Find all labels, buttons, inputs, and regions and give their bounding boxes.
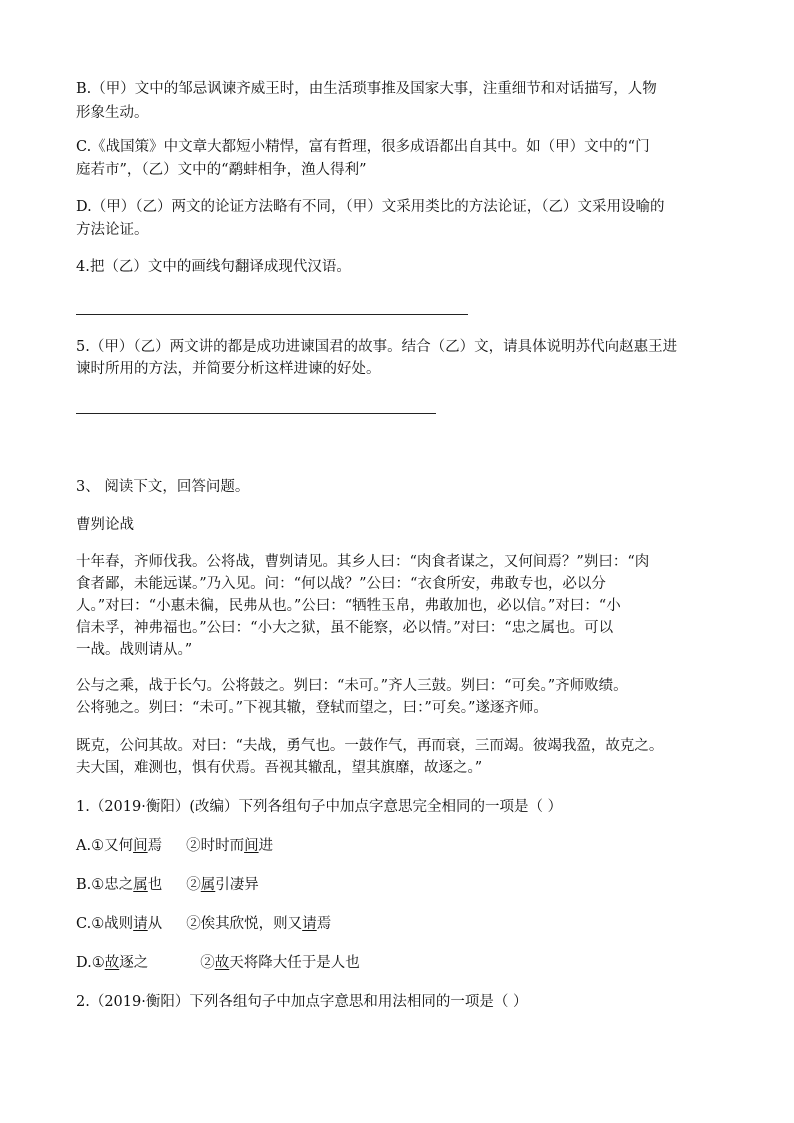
question-1-stem: 1.（2019·衡阳）(改编）下列各组句子中加点字意思完全相同的一项是（ ） bbox=[76, 799, 563, 815]
dotted-word: 属 bbox=[200, 877, 216, 893]
dotted-word: 故 bbox=[214, 955, 230, 971]
passage-para-3-line-2: 夫大国，难测也，惧有伏焉。吾视其辙乱，望其旗靡，故逐之。” bbox=[76, 760, 483, 776]
question-1-option-a[interactable]: A.①又何间焉 ②时时而间进 bbox=[76, 838, 274, 854]
question-2-stem: 2.（2019·衡阳）下列各组句子中加点字意思和用法相同的一项是（ ） bbox=[76, 994, 528, 1010]
dotted-word: 请 bbox=[133, 916, 148, 932]
dotted-word: 间 bbox=[244, 838, 259, 854]
option-c-line-1: C.《战国策》中文章大都短小精悍，富有哲理，很多成语都出自其中。如（甲）文中的“门 bbox=[76, 139, 650, 155]
option-label: D. bbox=[76, 955, 92, 971]
option-b-line-2: 形象生动。 bbox=[76, 105, 149, 121]
option-label: C. bbox=[76, 916, 92, 932]
question-1-option-d[interactable]: D.①故逐之 ②故天将降大任于是人也 bbox=[76, 955, 360, 971]
dotted-word: 间 bbox=[133, 838, 148, 854]
passage-para-2-line-1: 公与之乘，战于长勺。公将鼓之。刿曰：“未可。”齐人三鼓。刿曰：“可矣。”齐师败绩。 bbox=[76, 678, 628, 694]
question-1-option-c[interactable]: C.①战则请从 ②俟其欣悦，则又请焉 bbox=[76, 916, 332, 932]
option-d-line-2: 方法论证。 bbox=[76, 222, 149, 238]
option-label: B. bbox=[76, 877, 92, 893]
dotted-word: 故 bbox=[104, 955, 120, 971]
question-5-line-2: 谏时所用的方法，并简要分析这样进谏的好处。 bbox=[76, 361, 381, 377]
passage-para-3-line-1: 既克，公问其故。对曰：“夫战，勇气也。一鼓作气，再而衰，三而竭。彼竭我盈，故克之。 bbox=[76, 738, 664, 754]
option-label: A. bbox=[76, 838, 92, 854]
passage-para-1-line-3: 人。”对曰：“小惠未徧，民弗从也。”公曰：“牺牲玉帛，弗敢加也，必以信。”对曰：“小 bbox=[76, 598, 621, 614]
passage-title: 曹刿论战 bbox=[76, 517, 134, 533]
dotted-word: 属 bbox=[133, 877, 148, 893]
answer-line-q5[interactable] bbox=[76, 413, 436, 414]
passage-para-1-line-2: 食者鄙，未能远谋。”乃入见。问：“何以战？”公曰：“衣食所安，弗敢专也，必以分 bbox=[76, 576, 606, 592]
passage-para-1-line-1: 十年春，齐师伐我。公将战，曹刿请见。其乡人曰：“肉食者谋之，又何间焉？”刿曰：“肉 bbox=[76, 554, 650, 570]
answer-line-q4[interactable] bbox=[76, 314, 468, 315]
question-1-option-b[interactable]: B.①忠之属也 ②属引凄异 bbox=[76, 877, 259, 893]
option-c-line-2: 庭若市”，（乙）文中的“鹬蚌相争，渔人得利” bbox=[76, 162, 367, 178]
question-5-line-1: 5.（甲）（乙）两文讲的都是成功进谏国君的故事。结合（乙）文，请具体说明苏代向赵惠王进 bbox=[76, 339, 678, 355]
option-d-line-1: D.（甲）（乙）两文的论证方法略有不同，（甲）文采用类比的方法论证，（乙）文采用设喻的 bbox=[76, 199, 665, 215]
section-3-heading: 3、 阅读下文，回答问题。 bbox=[76, 479, 250, 495]
option-b-line-1: B.（甲）文中的邹忌讽谏齐威王时，由生活琐事推及国家大事，注重细节和对话描写，人物 bbox=[76, 81, 657, 97]
dotted-word: 请 bbox=[302, 916, 317, 932]
passage-para-1-line-5: 一战。战则请从。” bbox=[76, 642, 193, 658]
passage-para-1-line-4: 信未孚，神弗福也。”公曰：“小大之狱，虽不能察，必以情。”对曰：“忠之属也。可以 bbox=[76, 620, 614, 636]
passage-para-2-line-2: 公将驰之。刿曰：“未可。”下视其辙，登轼而望之，曰：”可矣。”遂逐齐师。 bbox=[76, 700, 548, 716]
question-4: 4.把（乙）文中的画线句翻译成现代汉语。 bbox=[76, 259, 351, 275]
